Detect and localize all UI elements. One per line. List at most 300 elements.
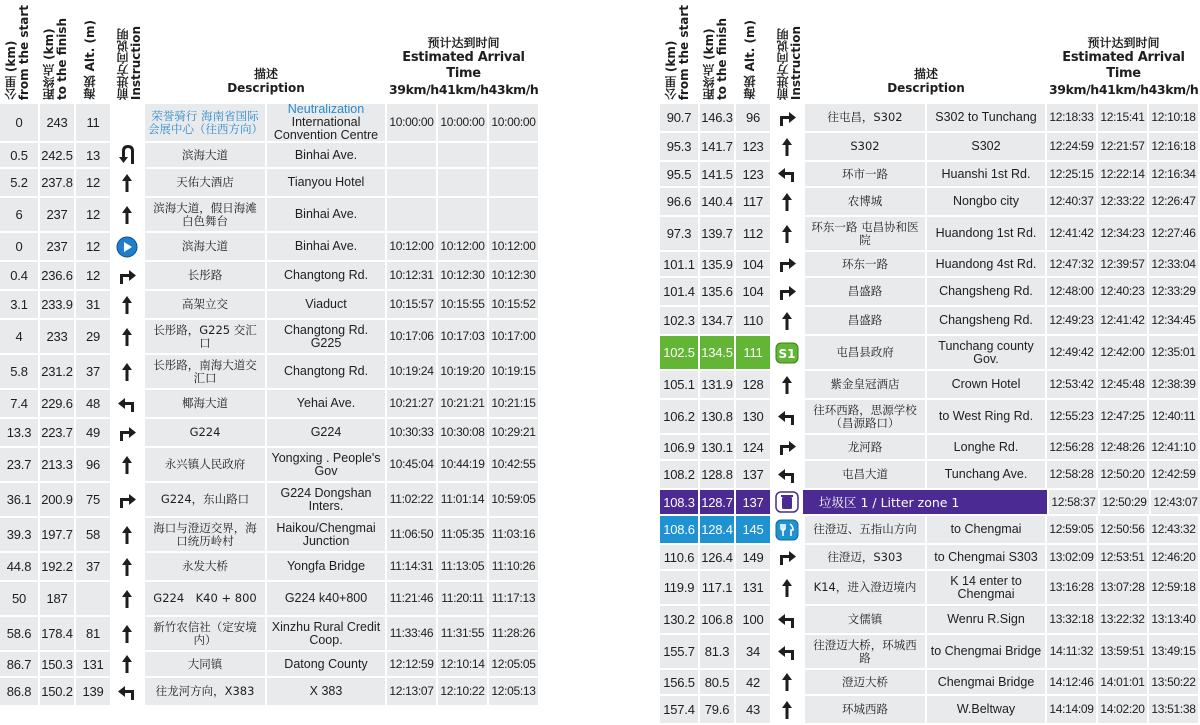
description-english [267, 678, 385, 705]
header-eta: 预计达到时间 Estimated Arrival Time 39km/h 41km/h 43km/h [1049, 36, 1199, 97]
eta-43: 12:35:01 [1149, 336, 1198, 369]
km-to-finish: 213.3 [40, 448, 74, 481]
km-to-finish: 135.6 [700, 278, 734, 305]
litter-zone-band: 垃圾区 1 / Litter zone 1 [803, 490, 1047, 514]
km-from-start: 13.3 [0, 419, 38, 446]
km-from-start: 97.3 [660, 217, 698, 250]
altitude: 11 [76, 104, 110, 141]
description-chinese: 昌盛路 [805, 278, 925, 305]
description-english-text: W.Beltway [956, 702, 1016, 716]
eta-41: 10:21:21 [438, 390, 487, 417]
instruction-icon-cell [112, 582, 142, 615]
eta-41: 12:33:22 [1098, 188, 1147, 215]
description-chinese: 屯昌县政府 [805, 336, 925, 369]
description-english [927, 336, 1045, 369]
altitude: 48 [76, 390, 110, 417]
straight-arrow-icon [780, 375, 794, 395]
eta-39: 13:16:28 [1047, 571, 1096, 604]
description-english-text: Binhai Ave. [294, 147, 358, 162]
eta-41: 10:30:08 [438, 419, 487, 446]
description-english [267, 483, 385, 516]
eta-41: 10:19:20 [438, 355, 487, 388]
table-row [0, 419, 540, 446]
eta-39: 11:02:22 [387, 483, 436, 516]
description-english [267, 617, 385, 650]
description-english [267, 553, 385, 580]
eta-41: 12:22:14 [1098, 162, 1147, 186]
straight-arrow-icon [780, 224, 794, 244]
description-english-text: to Chengmai [950, 522, 1022, 536]
eta-39: 14:12:46 [1047, 670, 1096, 694]
description-english-text: Changsheng Rd. [939, 313, 1033, 327]
eta-39: 10:21:27 [387, 390, 436, 417]
eta-41: 12:45:48 [1098, 371, 1147, 398]
altitude: 43 [736, 696, 770, 723]
table-row [660, 400, 1200, 433]
eta-39: 12:56:28 [1047, 435, 1096, 459]
eta-43 [489, 169, 538, 196]
eta-43: 12:41:10 [1149, 435, 1198, 459]
km-to-finish: 237 [40, 233, 74, 260]
km-from-start: 95.3 [660, 133, 698, 160]
description-english-text: S302 [971, 139, 1001, 153]
km-from-start: 108.2 [660, 461, 698, 488]
description-english-text: Haikou/Chengmai Junction [276, 520, 376, 548]
km-to-finish: 192.2 [40, 553, 74, 580]
instruction-icon-cell [112, 143, 142, 167]
eta-41: 12:15:41 [1098, 104, 1147, 131]
instruction-icon-cell [112, 419, 142, 446]
table-row [0, 143, 540, 167]
description-english-text: Longhe Rd. [953, 439, 1019, 454]
table-row [660, 371, 1200, 398]
km-to-finish: 128.7 [700, 490, 734, 514]
km-to-finish: 131.9 [700, 371, 734, 398]
km-to-finish: 130.8 [700, 400, 734, 433]
km-from-start: 0 [0, 104, 38, 141]
km-to-finish: 223.7 [40, 419, 74, 446]
straight-arrow-icon [120, 624, 134, 644]
instruction-icon-cell [772, 516, 802, 543]
straight-arrow-icon [120, 557, 134, 577]
speed-41: 41km/h [1098, 82, 1149, 97]
table-row [0, 233, 540, 260]
table-row [0, 320, 540, 353]
instruction-icon-cell [772, 188, 802, 215]
eta-41: 12:21:57 [1098, 133, 1147, 160]
header-altitude: 海拔 Alt. (m) [83, 20, 97, 100]
km-from-start: 110.6 [660, 545, 698, 569]
instruction-icon-cell [772, 696, 802, 723]
eta-41: 12:42:00 [1098, 336, 1147, 369]
turn-right-icon [777, 438, 797, 456]
eta-39: 14:11:32 [1047, 635, 1096, 668]
description-chinese: 长彤路，G225 交汇口 [145, 320, 265, 353]
eta-43: 12:59:18 [1149, 571, 1198, 604]
start-play-icon [116, 236, 138, 258]
description-english [267, 448, 385, 481]
eta-41 [438, 198, 487, 231]
eta-43: 10:12:00 [489, 233, 538, 260]
eta-43: 12:34:45 [1149, 307, 1198, 334]
description-english [267, 198, 385, 231]
description-chinese: 滨海大道 [145, 233, 265, 260]
instruction-icon-cell [772, 670, 802, 694]
description-english [927, 133, 1045, 160]
eta-39: 10:45:04 [387, 448, 436, 481]
km-to-finish: 236.6 [40, 262, 74, 289]
altitude: 131 [76, 652, 110, 676]
description-english-text: Yongxing . People's Gov [271, 450, 381, 478]
turn-right-icon [777, 283, 797, 301]
description-chinese: 环城西路 [805, 696, 925, 723]
eta-39: 14:14:09 [1047, 696, 1096, 723]
table-row [660, 490, 1200, 514]
altitude: 12 [76, 262, 110, 289]
straight-arrow-icon [120, 173, 134, 193]
km-to-finish: 200.9 [40, 483, 74, 516]
eta-39: 11:06:50 [387, 518, 436, 551]
table-row [660, 307, 1200, 334]
description-english [927, 252, 1045, 276]
instruction-icon-cell [772, 635, 802, 668]
km-from-start: 106.2 [660, 400, 698, 433]
right-panel [660, 0, 1200, 725]
eta-41: 13:59:51 [1098, 635, 1147, 668]
eta-41: 14:01:01 [1098, 670, 1147, 694]
km-to-finish: 141.5 [700, 162, 734, 186]
eta-43: 13:49:15 [1149, 635, 1198, 668]
description-chinese: 长彤路，南海大道交汇口 [145, 355, 265, 388]
eta-41: 10:00:00 [438, 104, 487, 141]
litter-zone-icon [775, 491, 799, 513]
eta-41: 13:22:32 [1098, 606, 1147, 633]
km-to-finish: 243 [40, 104, 74, 141]
eta-43: 12:05:05 [489, 652, 538, 676]
eta-39 [387, 198, 436, 231]
description-english [267, 652, 385, 676]
description-chinese: 往环西路，思源学校（昌源路口） [805, 400, 925, 433]
km-to-finish: 140.4 [700, 188, 734, 215]
eta-43: 12:27:46 [1149, 217, 1198, 250]
description-chinese: 屯昌大道 [805, 461, 925, 488]
instruction-icon-cell [112, 233, 142, 260]
table-row [0, 652, 540, 676]
km-from-start: 0.4 [0, 262, 38, 289]
straight-arrow-icon [780, 700, 794, 720]
description-english-text: X 383 [309, 684, 343, 698]
eta-41: 10:12:00 [438, 233, 487, 260]
svg-text:S1: S1 [778, 346, 796, 361]
altitude: 58 [76, 518, 110, 551]
speed-43: 43km/h [488, 82, 539, 97]
altitude: 117 [736, 188, 770, 215]
eta-43: 12:43:07 [1151, 490, 1200, 514]
description-english [267, 518, 385, 551]
km-to-finish: 134.7 [700, 307, 734, 334]
km-from-start: 36.1 [0, 483, 38, 516]
eta-43: 12:05:13 [489, 678, 538, 705]
turn-left-icon [777, 643, 797, 661]
km-to-finish: 233 [40, 320, 74, 353]
altitude: 29 [76, 320, 110, 353]
eta-39: 13:02:09 [1047, 545, 1096, 569]
turn-left-icon [117, 395, 137, 413]
table-row [660, 336, 1200, 369]
km-from-start: 156.5 [660, 670, 698, 694]
eta-41: 12:41:42 [1098, 307, 1147, 334]
eta-41: 12:40:23 [1098, 278, 1147, 305]
description-english [927, 606, 1045, 633]
altitude: 137 [736, 490, 770, 514]
instruction-icon-cell [112, 652, 142, 676]
km-to-finish: 237.8 [40, 169, 74, 196]
eta-43: 12:43:32 [1149, 516, 1198, 543]
eta-41: 12:50:29 [1100, 490, 1149, 514]
description-chinese: 椰海大道 [145, 390, 265, 417]
eta-43 [489, 198, 538, 231]
description-english-text: Changtong Rd. [283, 268, 369, 282]
km-from-start: 44.8 [0, 553, 38, 580]
table-row [0, 169, 540, 196]
sprint-s1-icon [775, 342, 799, 364]
description-chinese: 文儒镇 [805, 606, 925, 633]
header-description: 描述 Description [887, 67, 965, 95]
altitude: 124 [736, 435, 770, 459]
straight-arrow-icon [120, 455, 134, 475]
eta-43: 13:51:38 [1149, 696, 1198, 723]
description-english-text: to Chengmai S303 [934, 549, 1038, 564]
eta-43: 12:38:39 [1149, 371, 1198, 398]
description-chinese: 新竹农信社（定安境内） [145, 617, 265, 650]
eta-41 [438, 169, 487, 196]
description-chinese: 永兴镇人民政府 [145, 448, 265, 481]
description-english-text: Datong County [284, 656, 368, 671]
km-to-finish: 229.6 [40, 390, 74, 417]
km-to-finish: 128.8 [700, 461, 734, 488]
description-english-text: Huandong 1st Rd. [935, 226, 1037, 240]
turn-left-icon [117, 683, 137, 701]
table-row [0, 104, 540, 141]
km-from-start: 101.1 [660, 252, 698, 276]
instruction-icon-cell [772, 307, 802, 334]
description-english [927, 545, 1045, 569]
km-from-start: 157.4 [660, 696, 698, 723]
description-chinese: 海口与澄迈交界，海口统历岭村 [145, 518, 265, 551]
altitude: 111 [736, 336, 770, 369]
km-from-start: 90.7 [660, 104, 698, 131]
altitude: 31 [76, 291, 110, 318]
instruction-icon-cell [112, 291, 142, 318]
header-to-finish: 距终点 (km) to the finish [42, 18, 69, 100]
eta-39: 12:18:33 [1047, 104, 1096, 131]
instruction-icon-cell [772, 606, 802, 633]
table-row [660, 461, 1200, 488]
km-to-finish: 150.2 [40, 678, 74, 705]
description-english-text: Huanshi 1st Rd. [941, 166, 1031, 181]
eta-39: 10:12:00 [387, 233, 436, 260]
table-row [0, 262, 540, 289]
description-chinese: G224 [145, 419, 265, 446]
altitude: 128 [736, 371, 770, 398]
table-row [660, 435, 1200, 459]
instruction-icon-cell [772, 278, 802, 305]
description-english-text: Wenru R.Sign [947, 612, 1025, 626]
description-chinese: 荣誉骑行 海南省国际会展中心（往西方向） [145, 104, 265, 141]
km-from-start: 6 [0, 198, 38, 231]
eta-43: 12:26:47 [1149, 188, 1198, 215]
altitude: 96 [736, 104, 770, 131]
table-row [660, 188, 1200, 215]
eta-39: 12:13:07 [387, 678, 436, 705]
description-english [267, 355, 385, 388]
table-row [0, 617, 540, 650]
eta-39: 12:55:23 [1047, 400, 1096, 433]
description-english-text: Binhai Ave. [294, 239, 358, 253]
eta-43: 10:15:52 [489, 291, 538, 318]
eta-43: 11:28:26 [489, 617, 538, 650]
description-english [267, 104, 385, 141]
description-english [927, 696, 1045, 723]
description-english [927, 217, 1045, 250]
eta-39: 10:19:24 [387, 355, 436, 388]
instruction-icon-cell [772, 490, 802, 514]
table-row [660, 104, 1200, 131]
altitude: 81 [76, 617, 110, 650]
description-english-text: International Convention Centre [273, 115, 379, 141]
description-english [267, 582, 385, 615]
eta-43: 11:03:16 [489, 518, 538, 551]
eta-41 [438, 143, 487, 167]
turn-right-icon [117, 424, 137, 442]
km-from-start: 4 [0, 320, 38, 353]
description-english [927, 400, 1045, 433]
description-english-text: G224 Dongshan Inters. [280, 485, 372, 513]
instruction-icon-cell [112, 169, 142, 196]
table-row [0, 198, 540, 231]
altitude: 49 [76, 419, 110, 446]
km-to-finish: 81.3 [700, 635, 734, 668]
eta-43: 12:42:59 [1149, 461, 1198, 488]
instruction-icon-cell [772, 435, 802, 459]
eta-43: 12:10:18 [1149, 104, 1198, 131]
instruction-icon-cell [772, 104, 802, 131]
turn-left-icon [777, 165, 797, 183]
eta-39: 12:25:15 [1047, 162, 1096, 186]
header-from-start: 公里 (km) from the start [4, 4, 31, 100]
eta-43: 10:17:00 [489, 320, 538, 353]
straight-arrow-icon [120, 327, 134, 347]
eta-43 [489, 143, 538, 167]
description-english-text: G224 k40+800 [284, 591, 368, 605]
km-from-start: 108.6 [660, 516, 698, 543]
description-english-text: Yehai Ave. [296, 396, 356, 410]
eta-39: 12:58:28 [1047, 461, 1096, 488]
km-to-finish: 242.5 [40, 143, 74, 167]
eta-43: 13:13:40 [1149, 606, 1198, 633]
altitude: 34 [736, 635, 770, 668]
left-header [0, 0, 540, 104]
instruction-icon-cell [772, 252, 802, 276]
description-english [267, 143, 385, 167]
eta-41: 10:44:19 [438, 448, 487, 481]
table-row [0, 678, 540, 705]
description-chinese: 往屯昌，S302 [805, 104, 925, 131]
eta-41: 14:02:20 [1098, 696, 1147, 723]
eta-43: 13:50:22 [1149, 670, 1198, 694]
eta-39: 10:17:06 [387, 320, 436, 353]
header-eta: 预计达到时间 Estimated Arrival Time 39km/h 41km/h 43km/h [389, 36, 539, 97]
km-to-finish: 187 [40, 582, 74, 615]
description-english-text: Huandong 4st Rd. [935, 256, 1037, 271]
altitude: 37 [76, 553, 110, 580]
eta-39: 13:32:18 [1047, 606, 1096, 633]
altitude: 12 [76, 169, 110, 196]
altitude: 100 [736, 606, 770, 633]
description-english-text: Viaduct [305, 297, 347, 311]
altitude: 112 [736, 217, 770, 250]
km-to-finish: 150.3 [40, 652, 74, 676]
straight-arrow-icon [120, 654, 134, 674]
km-from-start: 86.7 [0, 652, 38, 676]
eta-39: 12:47:32 [1047, 252, 1096, 276]
description-english-text: Binhai Ave. [294, 207, 358, 221]
km-from-start: 5.8 [0, 355, 38, 388]
table-row [660, 571, 1200, 604]
table-row [0, 518, 540, 551]
description-english [927, 188, 1045, 215]
speed-43: 43km/h [1148, 82, 1199, 97]
description-chinese: 环东一路 [805, 252, 925, 276]
description-english-text: K 14 enter to Chengmai [950, 573, 1022, 601]
km-to-finish: 135.9 [700, 252, 734, 276]
eta-43: 11:17:13 [489, 582, 538, 615]
eta-41: 11:05:35 [438, 518, 487, 551]
description-english [927, 461, 1045, 488]
u-turn-icon [119, 145, 135, 165]
description-chinese: 滨海大道 [145, 143, 265, 167]
eta-43: 12:46:20 [1149, 545, 1198, 569]
eta-43: 10:00:00 [489, 104, 538, 141]
description-english-text: Tianyou Hotel [287, 175, 365, 189]
altitude: 96 [76, 448, 110, 481]
eta-39: 10:30:33 [387, 419, 436, 446]
table-row [660, 278, 1200, 305]
description-english [927, 162, 1045, 186]
description-chinese: 农博城 [805, 188, 925, 215]
table-row [0, 355, 540, 388]
table-row [660, 162, 1200, 186]
description-english-text: Yongfa Bridge [286, 559, 366, 573]
description-english-text: Crown Hotel [951, 377, 1021, 391]
description-english-text: S302 to Tunchang [935, 110, 1037, 124]
eta-43: 10:19:15 [489, 355, 538, 388]
km-to-finish: 197.7 [40, 518, 74, 551]
turn-left-icon [777, 466, 797, 484]
header-to-finish: 距终点 (km) to the finish [702, 18, 729, 100]
description-chinese: 环东一路 屯昌协和医院 [805, 217, 925, 250]
description-english [267, 291, 385, 318]
description-chinese: 长彤路 [145, 262, 265, 289]
description-chinese: 紫金皇冠酒店 [805, 371, 925, 398]
header-altitude: 海拔 Alt. (m) [743, 20, 757, 100]
altitude: 42 [736, 670, 770, 694]
km-from-start: 86.8 [0, 678, 38, 705]
eta-41: 12:10:22 [438, 678, 487, 705]
description-english-text: to Chengmai Bridge [930, 644, 1042, 658]
instruction-icon-cell [112, 617, 142, 650]
description-english [927, 104, 1045, 131]
